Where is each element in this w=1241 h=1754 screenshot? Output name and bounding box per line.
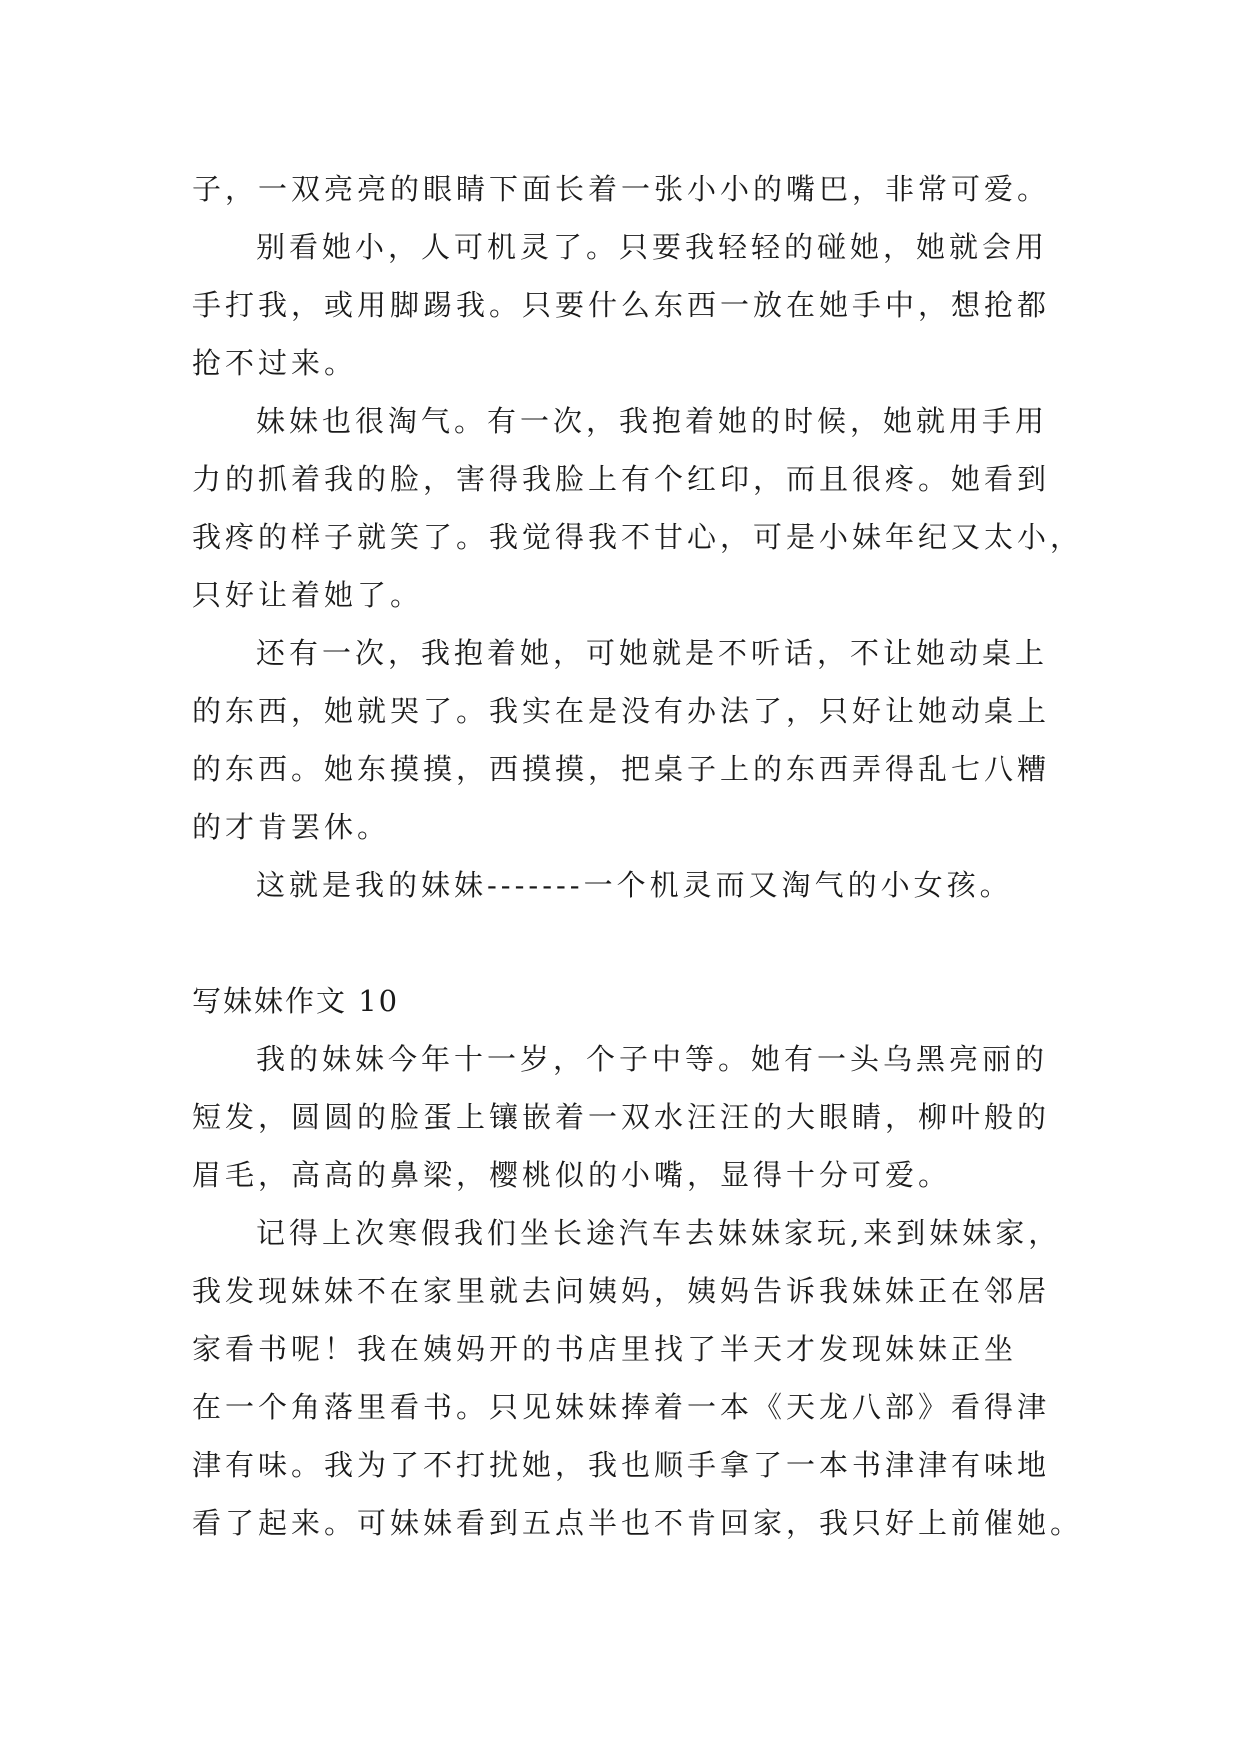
paragraph-start-line: 这就是我的妹妹-------一个机灵而又淘气的小女孩。 [256,868,1013,902]
text-line: 手打我，或用脚踢我。只要什么东西一放在她手中，想抢都 [192,288,1051,322]
paragraph-start-line: 我的妹妹今年十一岁，个子中等。她有一头乌黑亮丽的 [256,1042,1049,1076]
text-line: 我发现妹妹不在家里就去问姨妈，姨妈告诉我妹妹正在邻居 [192,1274,1051,1308]
paragraph-start-line: 记得上次寒假我们坐长途汽车去妹妹家玩,来到妹妹家， [256,1216,1062,1250]
text-line: 的才肯罢休。 [192,810,391,844]
text-line: 抢不过来。 [192,346,358,380]
text-line: 力的抓着我的脸，害得我脸上有个红印，而且很疼。她看到 [192,462,1051,496]
paragraph-start-line: 别看她小，人可机灵了。只要我轻轻的碰她，她就会用 [256,230,1049,264]
text-line: 的东西。她东摸摸，西摸摸，把桌子上的东西弄得乱七八糟 [192,752,1051,786]
text-line: 家看书呢！我在姨妈开的书店里找了半天才发现妹妹正坐 [192,1332,1018,1366]
text-line: 在一个角落里看书。只见妹妹捧着一本《天龙八部》看得津 [192,1390,1051,1424]
text-line: 子，一双亮亮的眼睛下面长着一张小小的嘴巴，非常可爱。 [192,172,1051,206]
section-heading: 写妹妹作文 10 [192,984,400,1018]
text-line: 津有味。我为了不打扰她，我也顺手拿了一本书津津有味地 [192,1448,1051,1482]
text-line: 看了起来。可妹妹看到五点半也不肯回家，我只好上前催她。 [192,1506,1084,1540]
text-line: 我疼的样子就笑了。我觉得我不甘心，可是小妹年纪又太小， [192,520,1084,554]
blank-line [192,914,1054,972]
text-line: 眉毛，高高的鼻梁，樱桃似的小嘴，显得十分可爱。 [192,1158,952,1192]
text-line: 只好让着她了。 [192,578,424,612]
text-line: 的东西，她就哭了。我实在是没有办法了，只好让她动桌上 [192,694,1051,728]
paragraph-start-line: 妹妹也很淘气。有一次，我抱着她的时候，她就用手用 [256,404,1049,438]
paragraph-start-line: 还有一次，我抱着她，可她就是不听话，不让她动桌上 [256,636,1049,670]
document-body [192,160,1084,1552]
text-line: 短发，圆圆的脸蛋上镶嵌着一双水汪汪的大眼睛，柳叶般的 [192,1100,1051,1134]
